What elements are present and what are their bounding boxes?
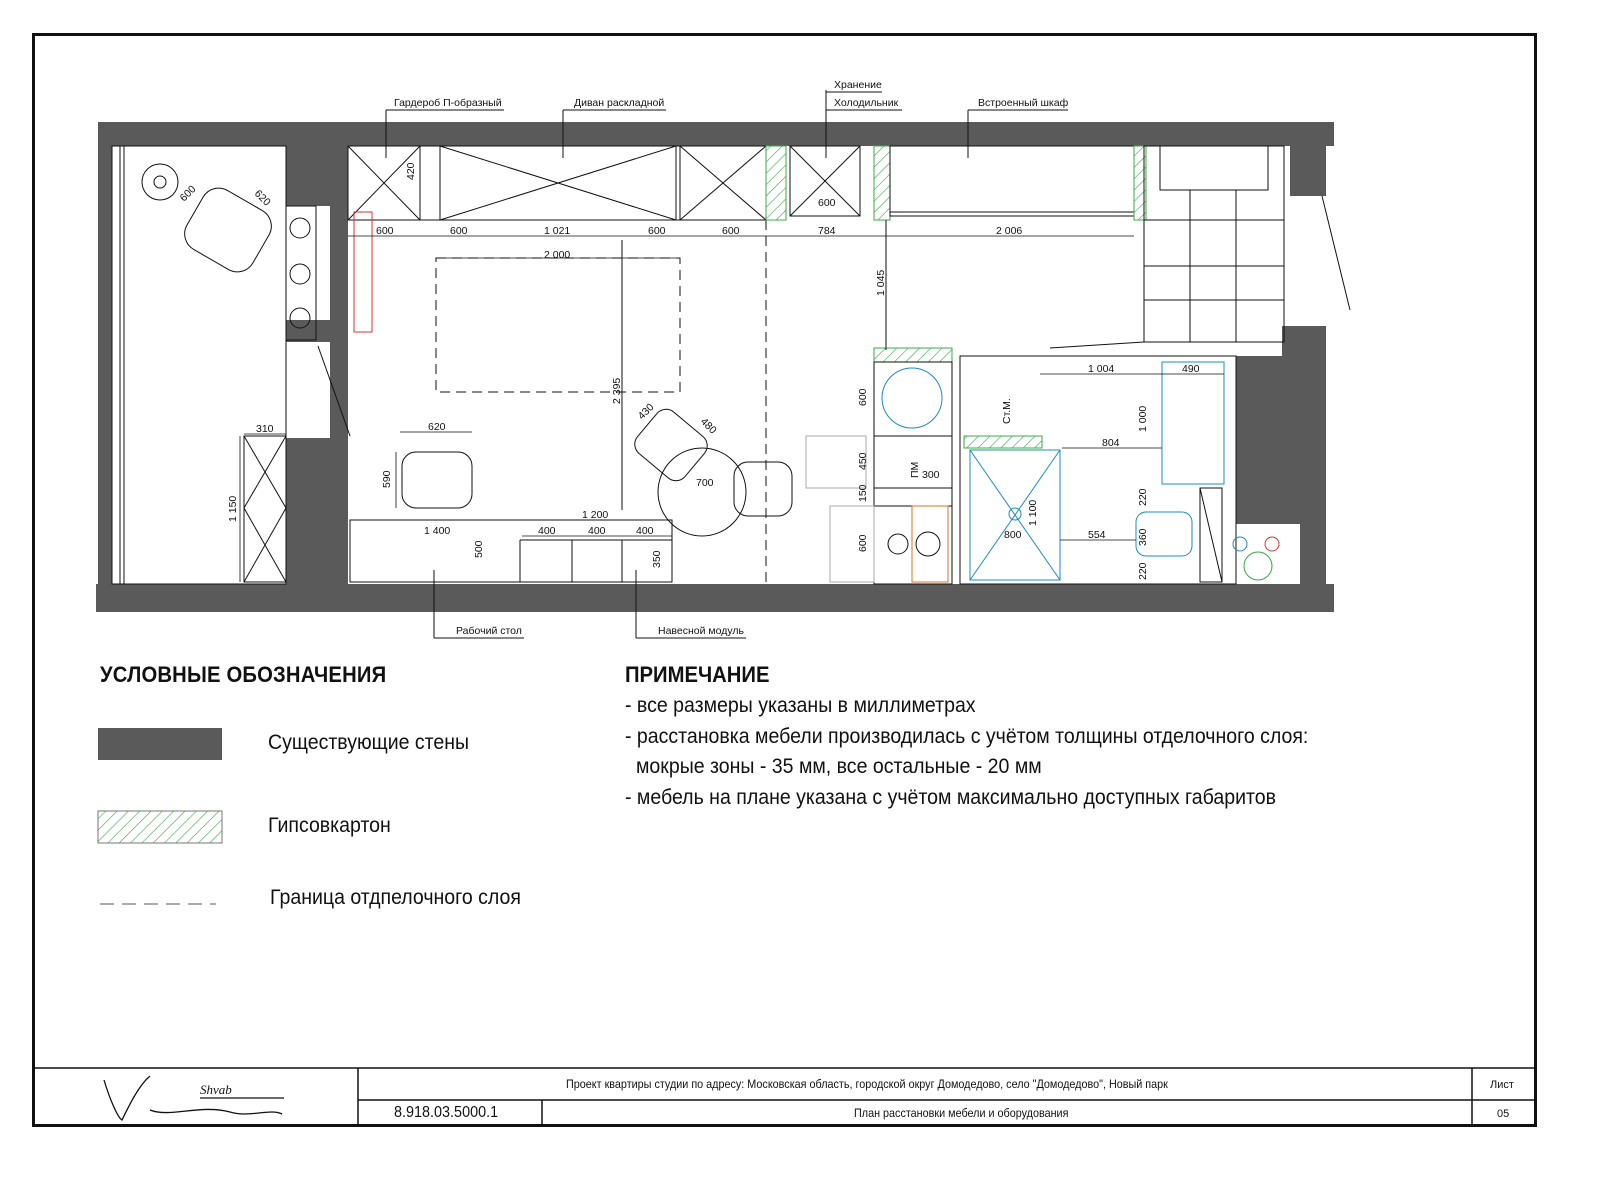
dim-1000: 1 000	[1137, 405, 1149, 432]
label-storage: Хранение	[834, 79, 882, 91]
dimension-lines	[240, 236, 1224, 582]
dim-1400: 1 400	[424, 525, 451, 537]
storage-fridge-wardrobe	[766, 146, 1146, 350]
note-line-2: - расстановка мебели производилась с учётом толщины отделочного слоя:	[625, 725, 1309, 748]
dim-1200: 1 200	[582, 509, 609, 521]
project-code: 8.918.03.5000.1	[394, 1104, 499, 1121]
dim-600-d: 600	[648, 225, 666, 237]
dim-1100: 1 100	[1027, 499, 1039, 526]
logo-sub-text: Shvab	[200, 1082, 232, 1097]
dim-220-b: 220	[1137, 562, 1149, 580]
dim-600-chair-a: 600	[177, 183, 199, 205]
legend-title: УСЛОВНЫЕ ОБОЗНАЧЕНИЯ	[100, 662, 387, 687]
legend-swatch-drywall	[98, 811, 222, 843]
label-dishwasher: ПМ	[909, 461, 921, 478]
dim-500: 500	[473, 540, 485, 558]
dim-600-c: 600	[450, 225, 468, 237]
dim-490: 490	[1182, 363, 1200, 375]
dim-600-b: 600	[376, 225, 394, 237]
dim-2395: 2 395	[611, 377, 623, 404]
dim-800: 800	[1004, 529, 1022, 541]
dim-400-a: 400	[538, 525, 556, 537]
dim-480: 480	[697, 415, 719, 437]
dim-150: 150	[857, 484, 869, 502]
dim-590: 590	[381, 470, 393, 488]
note-line-3: мокрые зоны - 35 мм, все остальные - 20 мм	[636, 755, 1042, 778]
sheet-title: План расстановки мебели и оборудования	[854, 1106, 1069, 1120]
label-sofa: Диван раскладной	[574, 97, 665, 109]
dim-700: 700	[696, 477, 714, 489]
label-wardrobe: Гардероб П-образный	[394, 97, 502, 109]
dim-450: 450	[857, 452, 869, 470]
kitchen	[806, 348, 952, 584]
dim-600-kitchen-a: 600	[857, 388, 869, 406]
main-room-furniture	[348, 146, 792, 584]
note-line-1: - все размеры указаны в миллиметрах	[625, 694, 976, 717]
note-line-4: - мебель на плане указана с учётом максимально доступных габаритов	[625, 786, 1276, 809]
dim-420: 420	[405, 162, 417, 180]
dim-430: 430	[635, 401, 657, 423]
dim-600-e: 600	[722, 225, 740, 237]
legend-item-existing-walls: Существующие стены	[268, 731, 470, 754]
dim-554: 554	[1088, 529, 1106, 541]
dim-1045: 1 045	[875, 269, 887, 296]
dim-784: 784	[818, 225, 836, 237]
dim-300: 300	[922, 469, 940, 481]
dim-400-b: 400	[588, 525, 606, 537]
dim-350: 350	[651, 550, 663, 568]
dim-360: 360	[1137, 528, 1149, 546]
dim-220-a: 220	[1137, 488, 1149, 506]
label-hanging-module: Навесной модуль	[658, 625, 744, 637]
label-desk: Рабочий стол	[456, 625, 522, 637]
label-washer: Ст.М.	[1001, 398, 1013, 424]
dim-1021: 1 021	[544, 225, 571, 237]
dim-2000: 2 000	[544, 249, 571, 261]
dim-600-kitchen-b: 600	[857, 534, 869, 552]
dim-804: 804	[1102, 437, 1120, 449]
legend-swatch-existing-walls	[98, 728, 222, 760]
label-fridge: Холодильник	[834, 97, 899, 109]
dim-1004: 1 004	[1088, 363, 1115, 375]
label-builtin-wardrobe: Встроенный шкаф	[978, 97, 1069, 109]
dim-2006: 2 006	[996, 225, 1023, 237]
logo-signature	[104, 1076, 284, 1120]
dim-310: 310	[256, 423, 274, 435]
sheet-number: 05	[1497, 1108, 1510, 1120]
legend-item-finish-boundary: Граница отдпелочного слоя	[270, 886, 521, 909]
legend-item-drywall: Гипсовкартон	[268, 814, 391, 837]
dim-400-c: 400	[636, 525, 654, 537]
bathroom	[960, 356, 1279, 584]
dim-600-fridge: 600	[818, 197, 836, 209]
notes-title: ПРИМЕЧАНИЕ	[625, 662, 770, 687]
plan-callouts	[386, 79, 1069, 638]
project-address: Проект квартиры студии по адресу: Московская область, городской округ Домодедово, село "Домодедово", Новый парк	[566, 1077, 1168, 1091]
dim-1150: 1 150	[227, 495, 239, 522]
dim-620-desk-chair: 620	[428, 421, 446, 433]
dim-620-chair-a: 620	[251, 187, 273, 209]
sheet-label: Лист	[1490, 1079, 1514, 1091]
